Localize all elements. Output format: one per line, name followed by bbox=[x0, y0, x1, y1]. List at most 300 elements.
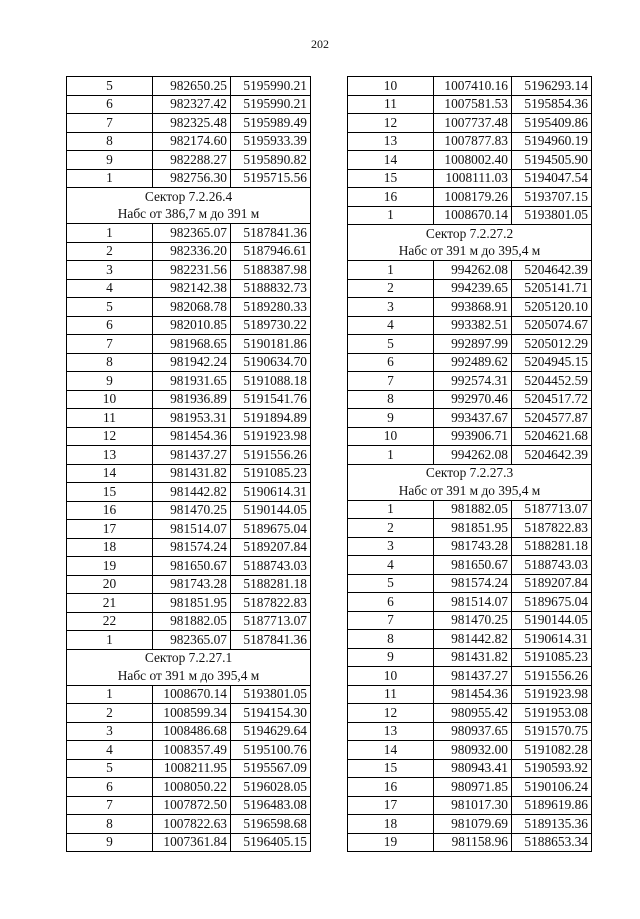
x-coordinate: 982068.78 bbox=[153, 298, 231, 317]
sector-title: Сектор 7.2.27.2 bbox=[348, 225, 592, 243]
y-coordinate: 5191570.75 bbox=[512, 722, 592, 741]
table-row bbox=[348, 648, 592, 667]
y-coordinate: 5196028.05 bbox=[231, 778, 311, 797]
y-coordinate: 5194505.90 bbox=[512, 151, 592, 170]
x-coordinate: 982365.07 bbox=[153, 224, 231, 243]
x-coordinate: 1008670.14 bbox=[434, 206, 512, 225]
y-coordinate: 5189280.33 bbox=[231, 298, 311, 317]
table-row bbox=[348, 685, 592, 704]
point-number: 6 bbox=[348, 593, 434, 612]
table-row bbox=[348, 95, 592, 114]
point-number: 9 bbox=[67, 151, 153, 170]
y-coordinate: 5190614.31 bbox=[512, 630, 592, 649]
x-coordinate: 981953.31 bbox=[153, 409, 231, 428]
point-number: 1 bbox=[348, 446, 434, 465]
table-row bbox=[348, 500, 592, 519]
y-coordinate: 5195409.86 bbox=[512, 114, 592, 133]
y-coordinate: 5195100.76 bbox=[231, 741, 311, 760]
table-row bbox=[67, 169, 311, 188]
y-coordinate: 5191085.23 bbox=[512, 648, 592, 667]
x-coordinate: 981931.65 bbox=[153, 372, 231, 391]
point-number: 1 bbox=[67, 685, 153, 704]
x-coordinate: 982650.25 bbox=[153, 77, 231, 96]
altitude-range: Набс от 386,7 м до 391 м bbox=[67, 206, 311, 224]
point-number: 6 bbox=[67, 95, 153, 114]
table-row bbox=[67, 390, 311, 409]
point-number: 8 bbox=[348, 630, 434, 649]
y-coordinate: 5188281.18 bbox=[512, 537, 592, 556]
x-coordinate: 981650.67 bbox=[434, 556, 512, 575]
table-row bbox=[348, 206, 592, 225]
table-row bbox=[348, 169, 592, 188]
table-row bbox=[67, 261, 311, 280]
table-row bbox=[348, 298, 592, 317]
altitude-range-row bbox=[67, 206, 311, 224]
y-coordinate: 5189730.22 bbox=[231, 316, 311, 335]
table-row bbox=[348, 667, 592, 686]
point-number: 5 bbox=[67, 77, 153, 96]
x-coordinate: 981882.05 bbox=[153, 612, 231, 631]
table-row bbox=[67, 759, 311, 778]
x-coordinate: 980932.00 bbox=[434, 741, 512, 760]
x-coordinate: 982327.42 bbox=[153, 95, 231, 114]
table-row bbox=[67, 353, 311, 372]
x-coordinate: 982142.38 bbox=[153, 279, 231, 298]
x-coordinate: 994262.08 bbox=[434, 446, 512, 465]
table-row bbox=[348, 574, 592, 593]
y-coordinate: 5204642.39 bbox=[512, 261, 592, 280]
y-coordinate: 5195715.56 bbox=[231, 169, 311, 188]
table-row bbox=[67, 704, 311, 723]
table-row bbox=[348, 188, 592, 207]
y-coordinate: 5187822.83 bbox=[231, 594, 311, 613]
point-number: 1 bbox=[67, 631, 153, 650]
y-coordinate: 5195990.21 bbox=[231, 77, 311, 96]
altitude-range-row bbox=[67, 667, 311, 685]
point-number: 21 bbox=[67, 594, 153, 613]
y-coordinate: 5191556.26 bbox=[231, 446, 311, 465]
table-body-left bbox=[67, 77, 311, 852]
y-coordinate: 5193801.05 bbox=[512, 206, 592, 225]
point-number: 7 bbox=[348, 372, 434, 391]
x-coordinate: 981442.82 bbox=[153, 483, 231, 502]
table-row bbox=[348, 279, 592, 298]
x-coordinate: 981514.07 bbox=[434, 593, 512, 612]
table-row bbox=[348, 556, 592, 575]
table-row bbox=[67, 833, 311, 852]
y-coordinate: 5195854.36 bbox=[512, 95, 592, 114]
table-row bbox=[348, 593, 592, 612]
x-coordinate: 982010.85 bbox=[153, 316, 231, 335]
table-row bbox=[348, 722, 592, 741]
table-row bbox=[67, 279, 311, 298]
x-coordinate: 981017.30 bbox=[434, 796, 512, 815]
table-row bbox=[67, 298, 311, 317]
y-coordinate: 5191556.26 bbox=[512, 667, 592, 686]
x-coordinate: 981882.05 bbox=[434, 500, 512, 519]
table-row bbox=[67, 612, 311, 631]
point-number: 5 bbox=[348, 335, 434, 354]
table-row bbox=[348, 778, 592, 797]
x-coordinate: 1008002.40 bbox=[434, 151, 512, 170]
x-coordinate: 981470.25 bbox=[434, 611, 512, 630]
x-coordinate: 982231.56 bbox=[153, 261, 231, 280]
point-number: 16 bbox=[348, 188, 434, 207]
table-row bbox=[67, 427, 311, 446]
y-coordinate: 5187822.83 bbox=[512, 519, 592, 538]
x-coordinate: 993382.51 bbox=[434, 316, 512, 335]
y-coordinate: 5187713.07 bbox=[231, 612, 311, 631]
point-number: 12 bbox=[348, 704, 434, 723]
table-row bbox=[348, 409, 592, 428]
x-coordinate: 981454.36 bbox=[153, 427, 231, 446]
x-coordinate: 981743.28 bbox=[153, 575, 231, 594]
x-coordinate: 993868.91 bbox=[434, 298, 512, 317]
table-row bbox=[348, 372, 592, 391]
point-number: 12 bbox=[67, 427, 153, 446]
y-coordinate: 5187946.61 bbox=[231, 242, 311, 261]
point-number: 1 bbox=[348, 261, 434, 280]
point-number: 6 bbox=[67, 778, 153, 797]
table-row bbox=[67, 316, 311, 335]
table-row bbox=[67, 335, 311, 354]
y-coordinate: 5205074.67 bbox=[512, 316, 592, 335]
x-coordinate: 1007737.48 bbox=[434, 114, 512, 133]
x-coordinate: 1008179.26 bbox=[434, 188, 512, 207]
point-number: 1 bbox=[67, 169, 153, 188]
table-row bbox=[67, 520, 311, 539]
point-number: 6 bbox=[348, 353, 434, 372]
point-number: 2 bbox=[67, 704, 153, 723]
x-coordinate: 1008599.34 bbox=[153, 704, 231, 723]
y-coordinate: 5195567.09 bbox=[231, 759, 311, 778]
point-number: 19 bbox=[348, 833, 434, 852]
point-number: 3 bbox=[348, 298, 434, 317]
y-coordinate: 5191894.89 bbox=[231, 409, 311, 428]
point-number: 9 bbox=[67, 833, 153, 852]
point-number: 20 bbox=[67, 575, 153, 594]
x-coordinate: 982325.48 bbox=[153, 114, 231, 133]
y-coordinate: 5204621.68 bbox=[512, 427, 592, 446]
x-coordinate: 981574.24 bbox=[153, 538, 231, 557]
y-coordinate: 5196405.15 bbox=[231, 833, 311, 852]
point-number: 5 bbox=[348, 574, 434, 593]
x-coordinate: 980943.41 bbox=[434, 759, 512, 778]
point-number: 18 bbox=[348, 815, 434, 834]
altitude-range: Набс от 391 м до 395,4 м bbox=[348, 482, 592, 500]
y-coordinate: 5188387.98 bbox=[231, 261, 311, 280]
x-coordinate: 981158.96 bbox=[434, 833, 512, 852]
point-number: 14 bbox=[67, 464, 153, 483]
point-number: 19 bbox=[67, 557, 153, 576]
point-number: 11 bbox=[348, 685, 434, 704]
point-number: 10 bbox=[348, 667, 434, 686]
table-row bbox=[67, 778, 311, 797]
sector-title: Сектор 7.2.26.4 bbox=[67, 188, 311, 206]
y-coordinate: 5189207.84 bbox=[512, 574, 592, 593]
point-number: 8 bbox=[67, 815, 153, 834]
y-coordinate: 5191088.18 bbox=[231, 372, 311, 391]
point-number: 14 bbox=[348, 741, 434, 760]
table-row bbox=[348, 741, 592, 760]
y-coordinate: 5193801.05 bbox=[231, 685, 311, 704]
x-coordinate: 981851.95 bbox=[153, 594, 231, 613]
y-coordinate: 5188281.18 bbox=[231, 575, 311, 594]
y-coordinate: 5196598.68 bbox=[231, 815, 311, 834]
x-coordinate: 1008486.68 bbox=[153, 722, 231, 741]
x-coordinate: 980955.42 bbox=[434, 704, 512, 723]
point-number: 16 bbox=[67, 501, 153, 520]
x-coordinate: 981079.69 bbox=[434, 815, 512, 834]
x-coordinate: 981437.27 bbox=[153, 446, 231, 465]
table-row bbox=[348, 519, 592, 538]
y-coordinate: 5189135.36 bbox=[512, 815, 592, 834]
x-coordinate: 1007872.50 bbox=[153, 796, 231, 815]
table-row bbox=[67, 242, 311, 261]
x-coordinate: 981936.89 bbox=[153, 390, 231, 409]
table-row bbox=[348, 132, 592, 151]
point-number: 8 bbox=[348, 390, 434, 409]
x-coordinate: 1008111.03 bbox=[434, 169, 512, 188]
table-row bbox=[67, 815, 311, 834]
table-row bbox=[67, 409, 311, 428]
x-coordinate: 1007822.63 bbox=[153, 815, 231, 834]
table-row bbox=[67, 464, 311, 483]
x-coordinate: 993906.71 bbox=[434, 427, 512, 446]
x-coordinate: 981942.24 bbox=[153, 353, 231, 372]
y-coordinate: 5194960.19 bbox=[512, 132, 592, 151]
point-number: 7 bbox=[348, 611, 434, 630]
page-number: 202 bbox=[311, 37, 329, 51]
y-coordinate: 5191085.23 bbox=[231, 464, 311, 483]
coordinates-table-right bbox=[347, 76, 592, 852]
point-number: 11 bbox=[67, 409, 153, 428]
point-number: 3 bbox=[67, 261, 153, 280]
point-number: 11 bbox=[348, 95, 434, 114]
table-row bbox=[67, 538, 311, 557]
point-number: 8 bbox=[67, 132, 153, 151]
point-number: 4 bbox=[348, 316, 434, 335]
altitude-range: Набс от 391 м до 395,4 м bbox=[348, 243, 592, 261]
point-number: 6 bbox=[67, 316, 153, 335]
x-coordinate: 981431.82 bbox=[153, 464, 231, 483]
y-coordinate: 5196293.14 bbox=[512, 77, 592, 96]
x-coordinate: 1007581.53 bbox=[434, 95, 512, 114]
y-coordinate: 5194047.54 bbox=[512, 169, 592, 188]
y-coordinate: 5204452.59 bbox=[512, 372, 592, 391]
point-number: 5 bbox=[67, 298, 153, 317]
table-body-right bbox=[348, 77, 592, 852]
y-coordinate: 5195989.49 bbox=[231, 114, 311, 133]
y-coordinate: 5190144.05 bbox=[231, 501, 311, 520]
sector-title: Сектор 7.2.27.3 bbox=[348, 464, 592, 482]
y-coordinate: 5190106.24 bbox=[512, 778, 592, 797]
point-number: 8 bbox=[67, 353, 153, 372]
sector-title-row bbox=[67, 649, 311, 667]
y-coordinate: 5205120.10 bbox=[512, 298, 592, 317]
table-row bbox=[67, 631, 311, 650]
point-number: 10 bbox=[67, 390, 153, 409]
x-coordinate: 982288.27 bbox=[153, 151, 231, 170]
x-coordinate: 981968.65 bbox=[153, 335, 231, 354]
table-row bbox=[67, 796, 311, 815]
sector-title: Сектор 7.2.27.1 bbox=[67, 649, 311, 667]
point-number: 2 bbox=[67, 242, 153, 261]
point-number: 7 bbox=[67, 335, 153, 354]
point-number: 1 bbox=[348, 500, 434, 519]
x-coordinate: 1008211.95 bbox=[153, 759, 231, 778]
point-number: 13 bbox=[348, 132, 434, 151]
y-coordinate: 5188743.03 bbox=[512, 556, 592, 575]
y-coordinate: 5196483.08 bbox=[231, 796, 311, 815]
table-row bbox=[67, 722, 311, 741]
y-coordinate: 5188743.03 bbox=[231, 557, 311, 576]
y-coordinate: 5204642.39 bbox=[512, 446, 592, 465]
x-coordinate: 992489.62 bbox=[434, 353, 512, 372]
table-row bbox=[348, 815, 592, 834]
y-coordinate: 5191541.76 bbox=[231, 390, 311, 409]
table-row bbox=[348, 335, 592, 354]
point-number: 4 bbox=[348, 556, 434, 575]
point-number: 4 bbox=[67, 741, 153, 760]
y-coordinate: 5204577.87 bbox=[512, 409, 592, 428]
point-number: 15 bbox=[348, 169, 434, 188]
y-coordinate: 5205012.29 bbox=[512, 335, 592, 354]
table-row bbox=[67, 114, 311, 133]
y-coordinate: 5187841.36 bbox=[231, 224, 311, 243]
point-number: 7 bbox=[67, 114, 153, 133]
x-coordinate: 1007877.83 bbox=[434, 132, 512, 151]
sector-title-row bbox=[348, 464, 592, 482]
table-row bbox=[348, 796, 592, 815]
table-row bbox=[67, 557, 311, 576]
point-number: 10 bbox=[348, 427, 434, 446]
table-row bbox=[67, 224, 311, 243]
point-number: 2 bbox=[348, 279, 434, 298]
table-row bbox=[67, 446, 311, 465]
table-row bbox=[67, 77, 311, 96]
point-number: 2 bbox=[348, 519, 434, 538]
table-row bbox=[348, 704, 592, 723]
y-coordinate: 5188832.73 bbox=[231, 279, 311, 298]
altitude-range-row bbox=[348, 482, 592, 500]
point-number: 3 bbox=[67, 722, 153, 741]
y-coordinate: 5191082.28 bbox=[512, 741, 592, 760]
y-coordinate: 5187713.07 bbox=[512, 500, 592, 519]
x-coordinate: 981470.25 bbox=[153, 501, 231, 520]
point-number: 5 bbox=[67, 759, 153, 778]
x-coordinate: 981431.82 bbox=[434, 648, 512, 667]
table-row bbox=[67, 594, 311, 613]
point-number: 9 bbox=[67, 372, 153, 391]
point-number: 13 bbox=[348, 722, 434, 741]
y-coordinate: 5194154.30 bbox=[231, 704, 311, 723]
table-row bbox=[348, 353, 592, 372]
sector-title-row bbox=[67, 188, 311, 206]
table-row bbox=[348, 316, 592, 335]
x-coordinate: 992897.99 bbox=[434, 335, 512, 354]
table-row bbox=[348, 759, 592, 778]
y-coordinate: 5194629.64 bbox=[231, 722, 311, 741]
y-coordinate: 5190634.70 bbox=[231, 353, 311, 372]
x-coordinate: 994239.65 bbox=[434, 279, 512, 298]
x-coordinate: 981437.27 bbox=[434, 667, 512, 686]
point-number: 15 bbox=[348, 759, 434, 778]
table-row bbox=[67, 151, 311, 170]
y-coordinate: 5190614.31 bbox=[231, 483, 311, 502]
table-row bbox=[67, 372, 311, 391]
point-number: 9 bbox=[348, 648, 434, 667]
point-number: 9 bbox=[348, 409, 434, 428]
coordinates-table-left bbox=[66, 76, 311, 852]
table-row bbox=[67, 575, 311, 594]
y-coordinate: 5204945.15 bbox=[512, 353, 592, 372]
point-number: 7 bbox=[67, 796, 153, 815]
point-number: 22 bbox=[67, 612, 153, 631]
point-number: 17 bbox=[348, 796, 434, 815]
altitude-range: Набс от 391 м до 395,4 м bbox=[67, 667, 311, 685]
x-coordinate: 981442.82 bbox=[434, 630, 512, 649]
y-coordinate: 5193707.15 bbox=[512, 188, 592, 207]
x-coordinate: 994262.08 bbox=[434, 261, 512, 280]
point-number: 15 bbox=[67, 483, 153, 502]
point-number: 3 bbox=[348, 537, 434, 556]
x-coordinate: 982365.07 bbox=[153, 631, 231, 650]
point-number: 17 bbox=[67, 520, 153, 539]
x-coordinate: 981743.28 bbox=[434, 537, 512, 556]
table-row bbox=[348, 390, 592, 409]
x-coordinate: 1008357.49 bbox=[153, 741, 231, 760]
y-coordinate: 5189675.04 bbox=[512, 593, 592, 612]
x-coordinate: 982336.20 bbox=[153, 242, 231, 261]
table-row bbox=[67, 501, 311, 520]
y-coordinate: 5191953.08 bbox=[512, 704, 592, 723]
table-row bbox=[67, 483, 311, 502]
y-coordinate: 5189675.04 bbox=[231, 520, 311, 539]
y-coordinate: 5190593.92 bbox=[512, 759, 592, 778]
table-row bbox=[67, 685, 311, 704]
x-coordinate: 1008670.14 bbox=[153, 685, 231, 704]
table-row bbox=[67, 132, 311, 151]
point-number: 1 bbox=[348, 206, 434, 225]
y-coordinate: 5195990.21 bbox=[231, 95, 311, 114]
x-coordinate: 981514.07 bbox=[153, 520, 231, 539]
point-number: 12 bbox=[348, 114, 434, 133]
point-number: 4 bbox=[67, 279, 153, 298]
altitude-range-row bbox=[348, 243, 592, 261]
x-coordinate: 1007410.16 bbox=[434, 77, 512, 96]
table-row bbox=[67, 741, 311, 760]
sector-title-row bbox=[348, 225, 592, 243]
x-coordinate: 981574.24 bbox=[434, 574, 512, 593]
y-coordinate: 5191923.98 bbox=[231, 427, 311, 446]
x-coordinate: 981454.36 bbox=[434, 685, 512, 704]
table-row bbox=[348, 427, 592, 446]
table-row bbox=[348, 537, 592, 556]
y-coordinate: 5190144.05 bbox=[512, 611, 592, 630]
x-coordinate: 1007361.84 bbox=[153, 833, 231, 852]
table-row bbox=[348, 77, 592, 96]
table-row bbox=[348, 446, 592, 465]
x-coordinate: 992574.31 bbox=[434, 372, 512, 391]
x-coordinate: 993437.67 bbox=[434, 409, 512, 428]
table-row bbox=[67, 95, 311, 114]
y-coordinate: 5195933.39 bbox=[231, 132, 311, 151]
point-number: 10 bbox=[348, 77, 434, 96]
x-coordinate: 982174.60 bbox=[153, 132, 231, 151]
y-coordinate: 5195890.82 bbox=[231, 151, 311, 170]
table-row bbox=[348, 261, 592, 280]
